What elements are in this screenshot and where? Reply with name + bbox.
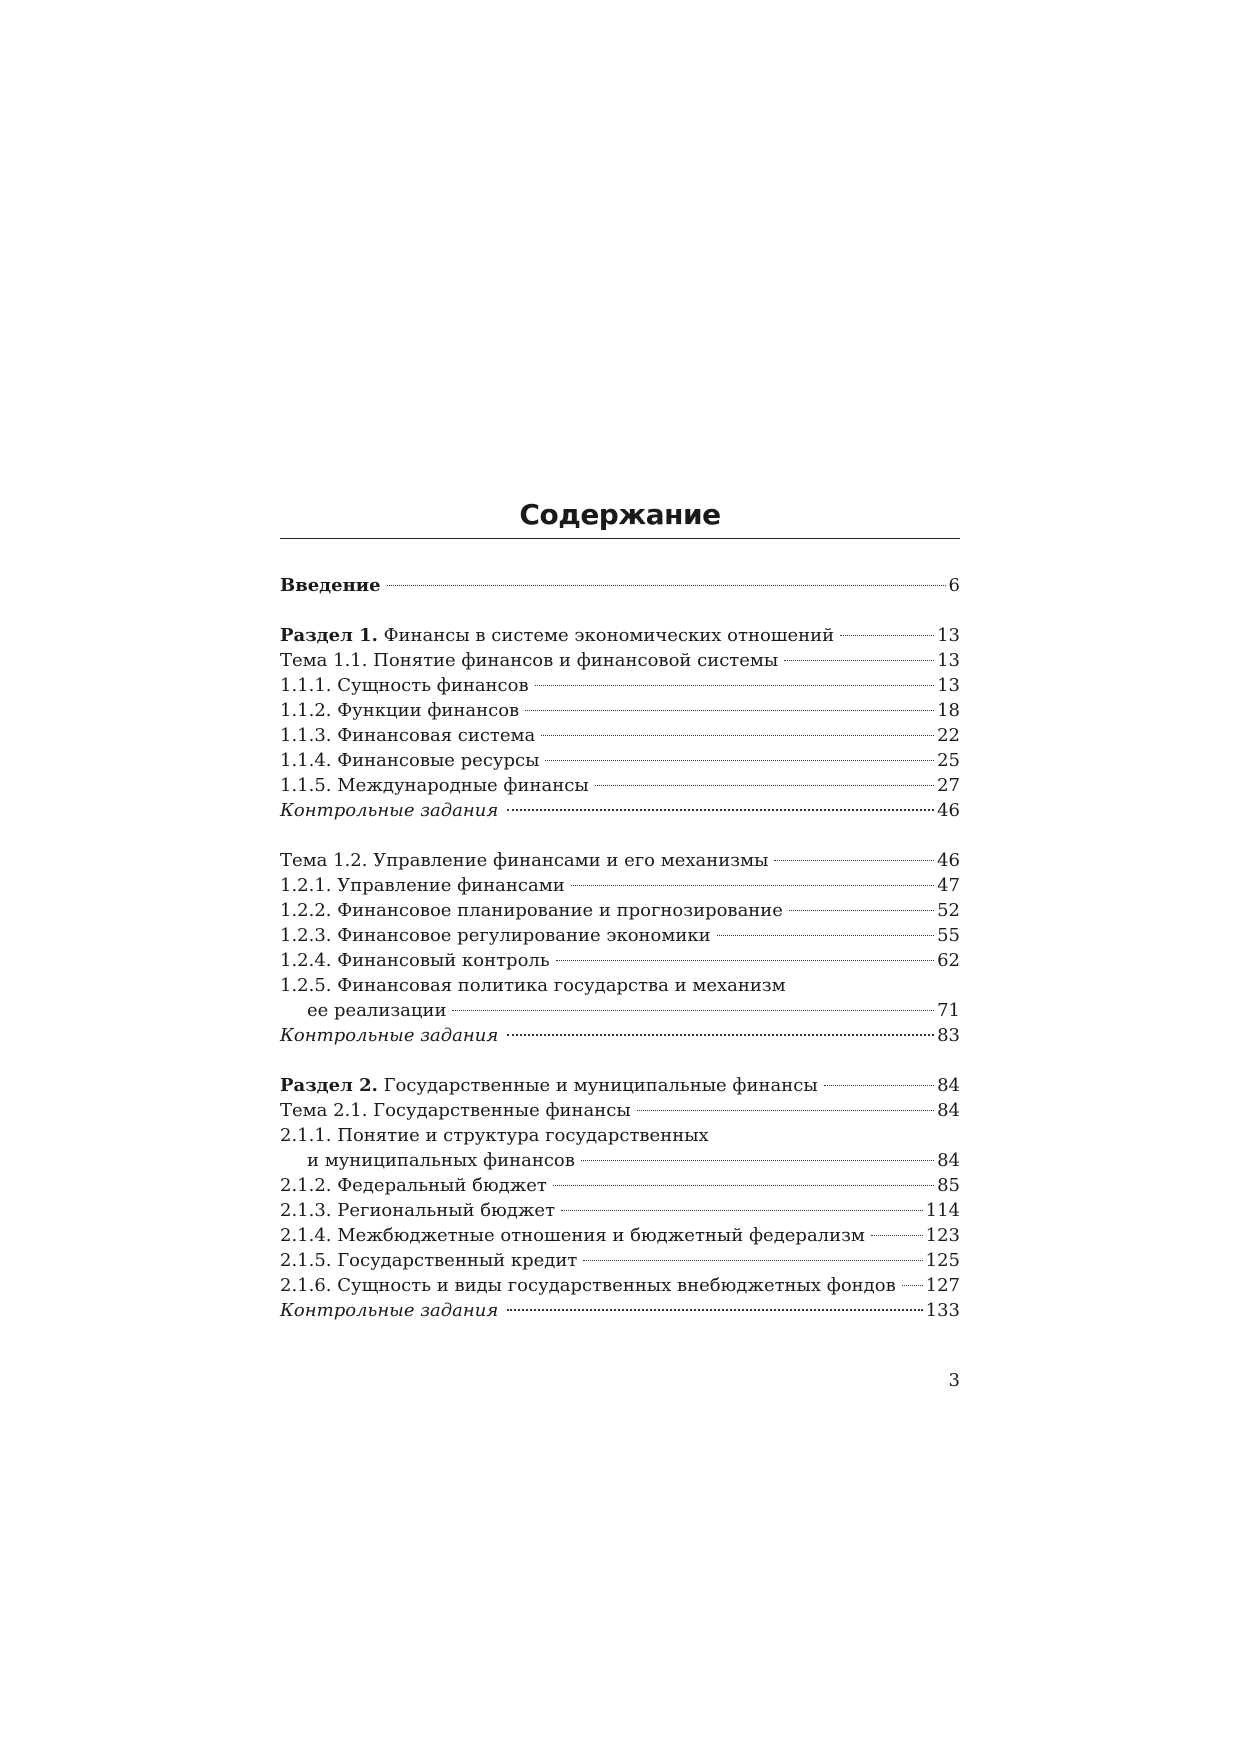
toc-entry[interactable] [280, 1023, 960, 1048]
toc-entry-text: 1.1.4. Финансовые ресурсы [280, 750, 540, 771]
dot-leader [561, 1210, 923, 1211]
toc-entry-text: 1.1.2. Функции финансов [280, 700, 520, 721]
page-title: Содержание [519, 498, 721, 531]
toc-entry-title [280, 723, 535, 748]
toc-page-number: 13 [937, 650, 960, 671]
dot-leader [581, 1160, 934, 1161]
toc-entry[interactable] [280, 1298, 960, 1323]
toc-page-number: 114 [925, 1200, 960, 1221]
toc-entry[interactable] [280, 848, 960, 873]
toc-entry-title [280, 1123, 709, 1148]
toc-entry-bold-label: Введение [280, 575, 381, 596]
toc-entry-text: Контрольные задания [280, 1025, 499, 1046]
toc-page-number: 125 [925, 1250, 960, 1271]
dot-leader [637, 1110, 934, 1111]
toc-page-number: 83 [937, 1025, 960, 1046]
toc-entry[interactable] [280, 1273, 960, 1298]
toc-entry-text: 1.2.5. Финансовая политика государства и механизм [280, 975, 786, 996]
toc-entry[interactable] [280, 923, 960, 948]
page-number: 3 [948, 1370, 960, 1391]
toc-page-number: 84 [937, 1150, 960, 1171]
toc-entry-title [280, 1173, 547, 1198]
toc-entry[interactable] [280, 673, 960, 698]
toc-page-number: 6 [948, 575, 960, 596]
toc-entry-text: 2.1.6. Сущность и виды государственных внебюджетных фондов [280, 1275, 896, 1296]
toc-page-number: 46 [937, 850, 960, 871]
toc-page-number: 46 [937, 800, 960, 821]
toc-entry-title [280, 998, 446, 1023]
dot-leader [541, 735, 934, 736]
toc-entry[interactable] [280, 1223, 960, 1248]
table-of-contents [280, 573, 960, 1323]
toc-entry-text: и муниципальных финансов [307, 1150, 575, 1171]
toc-entry[interactable] [280, 773, 960, 798]
toc-entry-title [280, 923, 711, 948]
toc-page-number: 127 [925, 1275, 960, 1296]
toc-entry[interactable] [280, 1098, 960, 1123]
toc-page-number: 133 [925, 1300, 960, 1321]
dot-leader [387, 585, 946, 586]
toc-entry[interactable] [280, 698, 960, 723]
toc-entry-title [280, 1148, 575, 1173]
toc-entry-text: ее реализации [307, 1000, 447, 1021]
toc-entry-title [280, 1298, 498, 1323]
toc-entry-text: Государственные и муниципальные финансы [377, 1075, 818, 1096]
toc-page-number: 25 [937, 750, 960, 771]
toc-entry-title [280, 973, 786, 998]
dot-leader [717, 935, 934, 936]
dot-leader [507, 1034, 934, 1036]
dot-leader [525, 710, 934, 711]
toc-entry-title [280, 673, 529, 698]
dot-leader [507, 1309, 922, 1311]
toc-entry-text: 1.2.2. Финансовое планирование и прогнозирование [280, 900, 783, 921]
toc-page-number: 123 [925, 1225, 960, 1246]
toc-page-number: 85 [937, 1175, 960, 1196]
toc-entry[interactable] [280, 1173, 960, 1198]
toc-entry-text: 1.2.4. Финансовый контроль [280, 950, 550, 971]
toc-entry-text: 2.1.5. Государственный кредит [280, 1250, 578, 1271]
toc-entry-title [280, 1023, 498, 1048]
toc-entry-text: Контрольные задания [280, 1300, 499, 1321]
toc-entry-text: 2.1.3. Региональный бюджет [280, 1200, 556, 1221]
toc-entry-title [280, 898, 783, 923]
toc-page-number: 13 [937, 675, 960, 696]
dot-leader [535, 685, 934, 686]
toc-entry[interactable] [280, 998, 960, 1023]
toc-entry[interactable] [280, 1123, 960, 1148]
toc-entry-title [280, 798, 498, 823]
dot-leader [556, 960, 934, 961]
dot-leader [571, 885, 934, 886]
toc-entry-text: 1.1.1. Сущность финансов [280, 675, 529, 696]
toc-entry-text: Тема 1.1. Понятие финансов и финансовой системы [280, 650, 779, 671]
toc-entry[interactable] [280, 573, 960, 598]
dot-leader [507, 809, 934, 811]
dot-leader [902, 1285, 923, 1286]
toc-page-number: 62 [937, 950, 960, 971]
toc-page-number: 22 [937, 725, 960, 746]
dot-leader [774, 860, 934, 861]
toc-page-number: 27 [937, 775, 960, 796]
toc-entry-title [280, 648, 778, 673]
toc-entry[interactable] [280, 1198, 960, 1223]
toc-page-number: 84 [937, 1075, 960, 1096]
toc-entry-title [280, 1273, 896, 1298]
toc-entry-text: 1.2.3. Финансовое регулирование экономики [280, 925, 711, 946]
toc-entry[interactable] [280, 648, 960, 673]
toc-entry-bold-label: Раздел 2. [280, 1075, 378, 1096]
toc-page-number: 18 [937, 700, 960, 721]
toc-entry-title [280, 948, 550, 973]
toc-page-number: 55 [937, 925, 960, 946]
dot-leader [871, 1235, 923, 1236]
toc-entry-text: Финансы в системе экономических отношений [377, 625, 835, 646]
toc-entry-text: Тема 1.2. Управление финансами и его механизмы [280, 850, 769, 871]
toc-entry[interactable] [280, 1148, 960, 1173]
toc-entry[interactable] [280, 623, 960, 648]
toc-entry[interactable] [280, 1248, 960, 1273]
toc-entry-title [280, 848, 768, 873]
toc-entry-title [280, 623, 834, 648]
toc-entry[interactable] [280, 723, 960, 748]
toc-entry[interactable] [280, 798, 960, 823]
toc-entry-title [280, 1198, 555, 1223]
toc-entry-title [280, 1223, 865, 1248]
toc-entry-title [280, 873, 565, 898]
toc-entry-text: 1.2.1. Управление финансами [280, 875, 565, 896]
toc-entry-text: 1.1.3. Финансовая система [280, 725, 536, 746]
title-divider [280, 538, 960, 539]
dot-leader [553, 1185, 934, 1186]
toc-entry-bold-label: Раздел 1. [280, 625, 378, 646]
dot-leader [784, 660, 934, 661]
toc-page-number: 52 [937, 900, 960, 921]
toc-page-number: 47 [937, 875, 960, 896]
dot-leader [824, 1085, 934, 1086]
toc-entry-text: 2.1.4. Межбюджетные отношения и бюджетный федерализм [280, 1225, 865, 1246]
toc-entry[interactable] [280, 873, 960, 898]
toc-entry-title [280, 1098, 631, 1123]
toc-entry-text: 1.1.5. Международные финансы [280, 775, 589, 796]
toc-entry[interactable] [280, 973, 960, 998]
toc-page-number: 13 [937, 625, 960, 646]
dot-leader [789, 910, 934, 911]
toc-entry-text: Тема 2.1. Государственные финансы [280, 1100, 631, 1121]
toc-page-number: 71 [937, 1000, 960, 1021]
dot-leader [545, 760, 934, 761]
toc-entry-title [280, 773, 589, 798]
toc-entry-title [280, 1073, 818, 1098]
dot-leader [583, 1260, 922, 1261]
toc-entry[interactable] [280, 948, 960, 973]
toc-entry-title [280, 1248, 577, 1273]
toc-entry[interactable] [280, 748, 960, 773]
toc-entry-text: 2.1.2. Федеральный бюджет [280, 1175, 547, 1196]
toc-entry-title [280, 573, 381, 598]
toc-entry-text: 2.1.1. Понятие и структура государственных [280, 1125, 709, 1146]
toc-entry-text: Контрольные задания [280, 800, 499, 821]
toc-entry-title [280, 698, 519, 723]
toc-entry-title [280, 748, 539, 773]
dot-leader [595, 785, 934, 786]
toc-entry[interactable] [280, 1073, 960, 1098]
dot-leader [840, 635, 934, 636]
toc-entry[interactable] [280, 898, 960, 923]
toc-page-number: 84 [937, 1100, 960, 1121]
dot-leader [452, 1010, 934, 1011]
